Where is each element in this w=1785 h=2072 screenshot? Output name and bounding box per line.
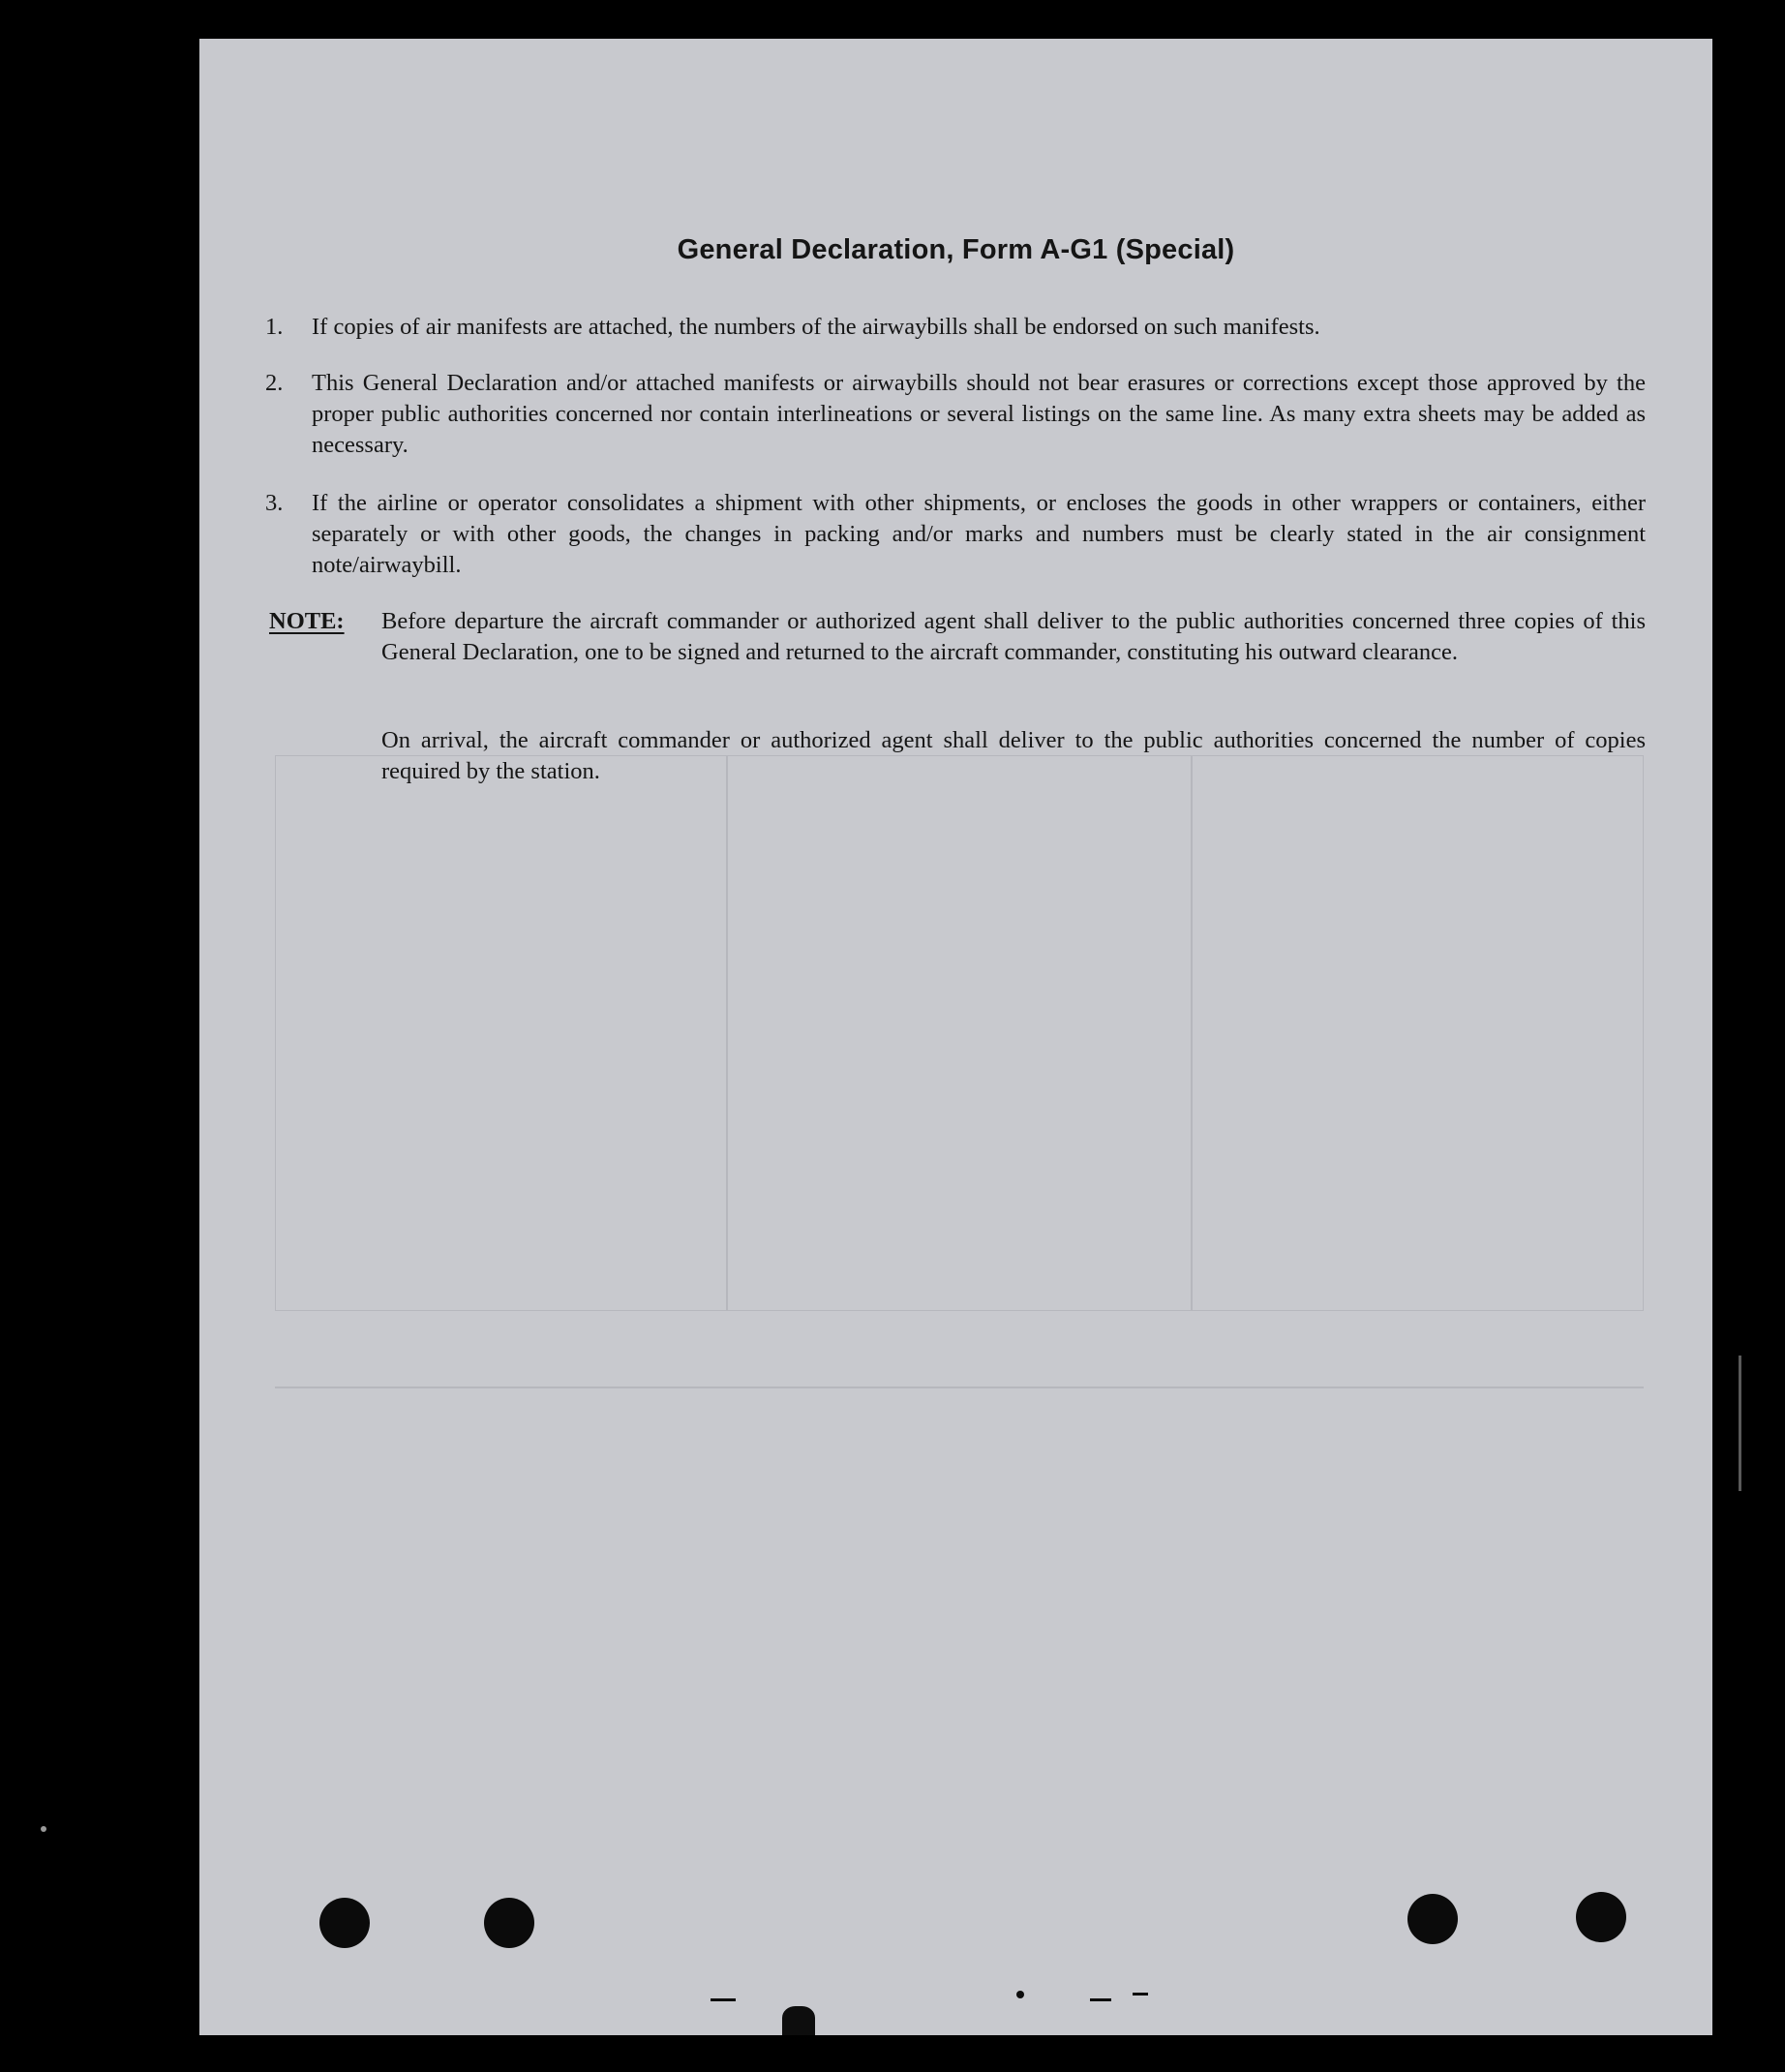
punch-hole-right-outer <box>1576 1892 1626 1942</box>
film-edge-speck <box>41 1826 46 1832</box>
document-sheet <box>199 39 1712 2035</box>
note-block <box>269 606 1646 668</box>
note-block-arrival <box>269 725 1646 787</box>
bottom-speck <box>1016 1991 1024 1998</box>
punch-hole-left-outer <box>319 1898 370 1948</box>
bottom-speck <box>1133 1993 1148 1996</box>
page-title: General Declaration, Form A-G1 (Special) <box>677 234 1235 265</box>
punch-hole-right-inner <box>1407 1894 1458 1944</box>
bottom-speck <box>1090 1998 1111 2001</box>
bottom-speck <box>782 2006 815 2035</box>
item-number: 2. <box>265 370 284 396</box>
item-text: This General Declaration and/or attached manifests or airwaybills should not bear erasures or corrections except those approved by the proper public authorities concerned nor contain interlineations or several listings on the same line. As many extra sheets may be added as necessary. <box>312 370 1646 458</box>
item-text: If copies of air manifests are attached, the numbers of the airwaybills shall be endorsed on such manifests. <box>312 314 1320 340</box>
instruction-item-2 <box>265 368 1646 461</box>
instruction-item-1 <box>265 312 1646 343</box>
film-edge-mark <box>1739 1356 1741 1491</box>
item-number: 3. <box>265 490 284 516</box>
instruction-item-3 <box>265 488 1646 581</box>
page-content <box>199 39 1712 2035</box>
item-number: 1. <box>265 314 284 340</box>
item-text: If the airline or operator consolidates a shipment with other shipments, or encloses the goods in other wrappers or containers, either separately or with other goods, the changes in packing and/or marks and numbers must be clearly stated in the air consignment note/airwaybill. <box>312 490 1646 578</box>
punch-hole-left-inner <box>484 1898 534 1948</box>
bottom-speck <box>711 1998 736 2001</box>
note-paragraph-1: Before departure the aircraft commander or authorized agent shall deliver to the public authorities concerned three copies of this General Declaration, one to be signed and returned to the aircraft commander, constituting his outward clearance. <box>381 608 1646 665</box>
note-paragraph-2: On arrival, the aircraft commander or authorized agent shall deliver to the public authorities concerned the number of copies required by the station. <box>381 727 1646 784</box>
note-label: NOTE: <box>269 608 345 634</box>
